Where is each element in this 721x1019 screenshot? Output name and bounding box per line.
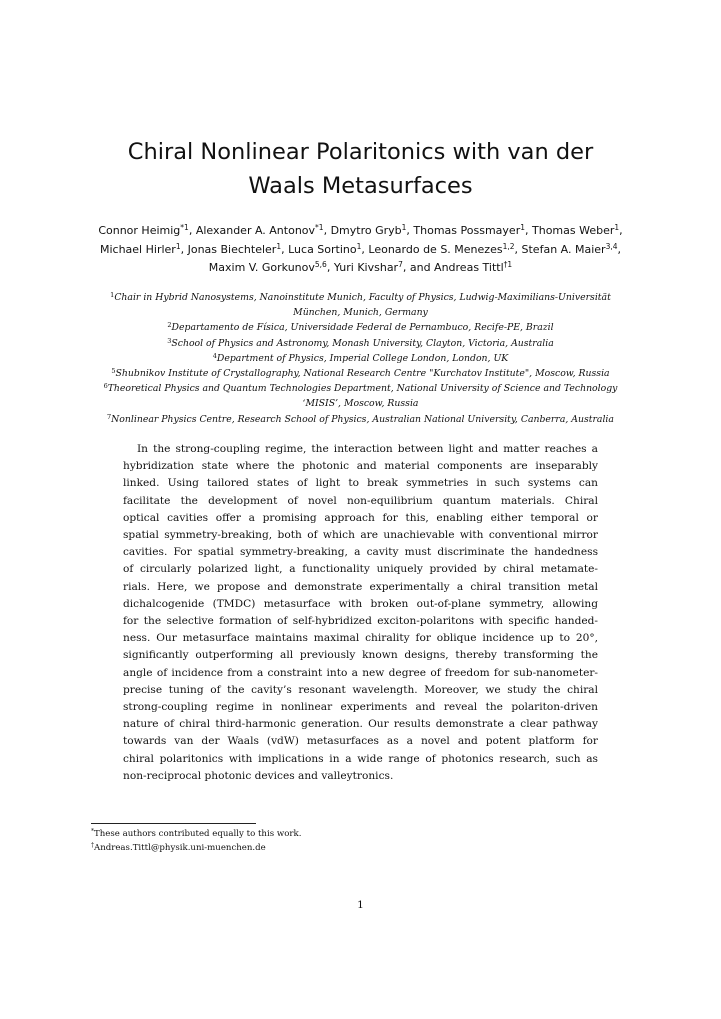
author-name: Leonardo de S. Menezes — [368, 242, 503, 256]
affiliation-number: 7 — [107, 412, 112, 421]
abstract-line: linked. Using tailored states of light to break symmetries in such systems can — [123, 477, 598, 490]
author-affiliation-mark: 1 — [614, 223, 620, 232]
affiliation-text: Chair in Hybrid Nanosystems, Nanoinstitute Munich, Faculty of Physics, Ludwig-Maximilians-Universität — [114, 292, 611, 303]
author-separator: , — [619, 224, 623, 237]
abstract-line: non-reciprocal photonic devices and valleytronics. — [123, 769, 394, 782]
footnote-mark: * — [91, 828, 94, 835]
author-line — [80, 241, 641, 260]
author-name: Luca Sortino — [288, 242, 357, 256]
affiliation-number: 3 — [167, 336, 172, 345]
abstract-line: ness. Our metasurface maintains maximal chirality for oblique incidence up to 20°, — [123, 632, 598, 645]
abstract-line: precise tuning of the cavity’s resonant wavelength. Moreover, we study the chiral — [123, 683, 598, 696]
abstract-line: strong-coupling regime in nonlinear experiments and reveal the polariton-driven — [123, 701, 598, 714]
author-affiliation-mark: 1 — [401, 223, 407, 232]
affiliation-text: München, Munich, Germany — [293, 307, 428, 319]
author-separator: , — [180, 242, 188, 256]
author-name: Thomas Possmayer — [413, 224, 521, 237]
affiliation-text: Department of Physics, Imperial College London, London, UK — [216, 352, 509, 364]
author-name: Yuri Kivshar — [333, 261, 399, 274]
author-line — [80, 259, 641, 278]
affiliation-line — [80, 351, 641, 366]
title-line: Waals Metasurfaces — [248, 173, 473, 199]
abstract-line: In the strong-coupling regime, the interaction between light and matter reaches a — [137, 443, 598, 455]
author-name: Jonas Biechteler — [187, 242, 277, 256]
abstract-line: dichalcogenide (TMDC) metasurface with broken out-of-plane symmetry, allowing — [123, 597, 598, 610]
footnote-text: These authors contributed equally to this work. — [94, 829, 302, 839]
author-separator: , — [281, 242, 289, 256]
affiliation-line — [80, 336, 641, 351]
affiliation-text: Shubnikov Institute of Crystallography, National Research Centre "Kurchatov Institute", Moscow, Russia — [115, 368, 610, 380]
footnote-text: Andreas.Tittl@physik.uni-muenchen.de — [94, 843, 266, 853]
author-separator: , — [402, 261, 410, 274]
abstract-line: for the selective formation of self-hybridized exciton-polaritons with specific handed- — [123, 615, 598, 628]
abstract-line: towards van der Waals (vdW) metasurfaces as a novel and potent platform for — [123, 735, 598, 748]
title-line: Chiral Nonlinear Polaritonics with van der — [127, 139, 594, 165]
footnote — [91, 841, 631, 855]
affiliation-line — [80, 305, 641, 320]
author-name: Stefan A. Maier — [521, 242, 606, 256]
affiliation-number: 2 — [167, 321, 172, 330]
author-affiliation-mark: *1 — [315, 223, 324, 232]
abstract-line: spatial symmetry-breaking, both of which are unachievable with conventional mirror — [123, 529, 598, 542]
author-name: Alexander A. Antonov — [195, 224, 316, 237]
affiliation-line — [80, 412, 641, 427]
author-separator: , — [617, 242, 621, 256]
affiliation-line — [80, 290, 641, 305]
affiliation-line — [80, 381, 641, 396]
footnote-rule — [91, 823, 256, 824]
author-separator: , — [361, 242, 369, 256]
author-name: Dmytro Gryb — [330, 224, 402, 237]
author-separator: , — [323, 224, 331, 237]
author-line — [80, 222, 641, 241]
author-affiliation-mark: 3,4 — [605, 241, 618, 251]
author-separator: , — [406, 224, 414, 237]
author-separator: , — [525, 224, 532, 237]
author-list — [80, 222, 641, 278]
author-separator: , — [326, 261, 334, 274]
author-affiliation-mark: 7 — [398, 260, 403, 269]
abstract-line: rials. Here, we propose and demonstrate experimentally a chiral transition metal — [123, 580, 598, 593]
abstract-line: optical cavities offer a promising approach for this, enabling either temporal or — [123, 511, 598, 524]
affiliation-line — [80, 320, 641, 335]
affiliation-text: ‘MISIS’, Moscow, Russia — [302, 398, 419, 410]
footnote-mark: † — [91, 842, 94, 849]
author-name: Michael Hirler — [99, 242, 176, 256]
affiliation-number: 5 — [111, 367, 116, 376]
author-name: and Andreas Tittl — [409, 261, 504, 274]
author-affiliation-mark: 1,2 — [502, 241, 515, 251]
abstract — [123, 441, 598, 785]
author-affiliation-mark: 1 — [520, 223, 525, 232]
affiliation-number: 4 — [212, 351, 217, 360]
affiliation-list — [80, 290, 641, 427]
author-name: Thomas Weber — [532, 224, 615, 237]
affiliation-line — [80, 396, 641, 411]
affiliation-number: 6 — [103, 382, 108, 391]
abstract-line: chiral polaritonics with implications in a wide range of photonics research, such as — [123, 752, 598, 765]
abstract-line: facilitate the development of novel non-equilibrium quantum materials. Chiral — [123, 494, 598, 507]
page-number: 1 — [357, 899, 364, 911]
author-separator: , — [514, 242, 522, 256]
abstract-line: hybridization state where the photonic and material components are inseparably — [123, 460, 598, 473]
author-affiliation-mark: *1 — [180, 223, 189, 232]
author-separator: , — [188, 224, 196, 237]
author-affiliation-mark: 5,6 — [314, 260, 327, 269]
affiliation-text: Nonlinear Physics Centre, Research School of Physics, Australian National University, Canberra, Australia — [111, 413, 614, 425]
footnotes — [91, 827, 631, 855]
paper-title — [60, 135, 661, 203]
abstract-line: angle of incidence from a constraint into a new degree of freedom for sub-nanometer- — [123, 666, 598, 679]
abstract-line: cavities. For spatial symmetry-breaking, a cavity must discriminate the handedness — [123, 546, 598, 559]
abstract-line: nature of chiral third-harmonic generation. Our results demonstrate a clear pathway — [123, 718, 598, 731]
abstract-line: significantly outperforming all previously known designs, thereby transforming the — [123, 649, 598, 662]
author-name: Connor Heimig — [98, 224, 181, 237]
affiliation-number: 1 — [110, 291, 115, 299]
author-affiliation-mark: 1 — [276, 241, 282, 251]
author-affiliation-mark: 1 — [175, 241, 181, 251]
abstract-line: of circularly polarized light, a functionality uniquely provided by chiral metamate- — [123, 563, 598, 576]
footnote — [91, 827, 631, 841]
author-name: Maxim V. Gorkunov — [208, 261, 315, 274]
author-affiliation-mark: 1 — [356, 241, 362, 251]
author-affiliation-mark: †1 — [503, 260, 513, 269]
affiliation-text: Departamento de Física, Universidade Federal de Pernambuco, Recife-PE, Brazil — [171, 322, 554, 334]
affiliation-text: School of Physics and Astronomy, Monash University, Clayton, Victoria, Australia — [171, 337, 554, 349]
affiliation-text: Theoretical Physics and Quantum Technologies Department, National University of Science and Technology — [107, 383, 618, 395]
affiliation-line — [80, 366, 641, 381]
